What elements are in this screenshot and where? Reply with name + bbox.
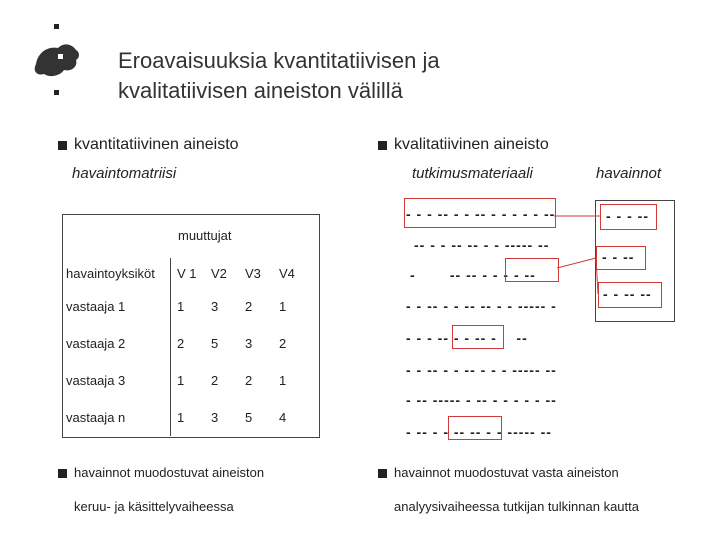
table-cell: 5 (211, 336, 219, 351)
table-row (62, 325, 318, 362)
material-line: - - -- - - -- - - - ----- -- (406, 362, 557, 378)
highlight-box (448, 416, 502, 440)
table-cell: 1 (177, 410, 185, 425)
connector-lines (540, 210, 610, 435)
table-header-row (62, 258, 318, 288)
table-cell: 1 (177, 299, 185, 314)
title-line-2: kvalitatiivisen aineiston välillä (118, 78, 403, 103)
observations-label: havainnot (596, 165, 662, 182)
header-cell: havaintoyksiköt (62, 258, 171, 288)
row-label: vastaaja 2 (62, 325, 171, 362)
bullet-icon (378, 141, 387, 150)
table-row (62, 399, 318, 436)
header-cell: V 1 (177, 265, 197, 281)
table-row (62, 362, 318, 399)
data-matrix-table (62, 214, 318, 436)
table-cell: 2 (279, 336, 287, 351)
table-cell: 1 (279, 299, 287, 314)
table-cell: 5 (245, 410, 253, 425)
slide-title (118, 46, 440, 106)
highlight-box (452, 325, 504, 349)
material-line: -- - - -- -- - - ----- -- (414, 237, 550, 253)
table-cell: 1 (177, 373, 185, 388)
left-footer-line-1: havainnot muodostuvat aineiston (74, 465, 265, 480)
university-logo (28, 22, 84, 98)
left-heading: kvantitatiivinen aineisto (74, 136, 239, 153)
table-cell: 2 (211, 373, 219, 388)
table-row (62, 288, 318, 325)
material-line: - - - -- - - -- - -- (406, 330, 528, 346)
material-line: - -- -- - - - - -- (410, 267, 536, 283)
material-line: - -- - - -- -- - - ----- -- (406, 424, 552, 440)
bullet-icon (58, 469, 67, 478)
highlight-box (404, 198, 556, 228)
right-footer-line-2: analyysivaiheessa tutkijan tulkinnan kautta (394, 499, 639, 514)
material-label: tutkimusmateriaali (412, 165, 533, 182)
bullet-icon (378, 469, 387, 478)
material-line: - - - -- - - -- - - - - - -- (406, 206, 556, 222)
table-cell: 4 (279, 410, 287, 425)
table-cell: 2 (245, 299, 253, 314)
material-line: - - -- - - -- -- - - ----- - (406, 298, 557, 314)
header-cell: V3 (245, 265, 261, 281)
right-heading: kvalitatiivinen aineisto (394, 136, 549, 153)
observation-item: - - - -- (606, 208, 649, 224)
table-cell: 3 (211, 410, 219, 425)
table-cell: 3 (245, 336, 253, 351)
left-footer-line-2: keruu- ja käsittelyvaiheessa (74, 499, 234, 514)
title-line-1: Eroavaisuuksia kvantitatiivisen ja (118, 48, 440, 73)
variables-label: muuttujat (178, 228, 232, 243)
table-cell: 3 (211, 299, 219, 314)
table-cell: 2 (177, 336, 185, 351)
table-cell: 2 (245, 373, 253, 388)
observation-item: - - -- -- (603, 286, 652, 302)
right-footer-line-1: havainnot muodostuvat vasta aineiston (394, 465, 619, 480)
row-label: vastaaja n (62, 399, 171, 436)
row-label: vastaaja 1 (62, 288, 171, 325)
observation-item: - - -- (602, 249, 635, 265)
material-line: - -- ----- - -- - - - - - -- (406, 392, 557, 408)
header-cell: V4 (279, 265, 295, 281)
left-subheading: havaintomatriisi (72, 165, 177, 182)
table-cell: 1 (279, 373, 287, 388)
row-label: vastaaja 3 (62, 362, 171, 399)
header-cell: V2 (211, 265, 227, 281)
bullet-icon (58, 141, 67, 150)
